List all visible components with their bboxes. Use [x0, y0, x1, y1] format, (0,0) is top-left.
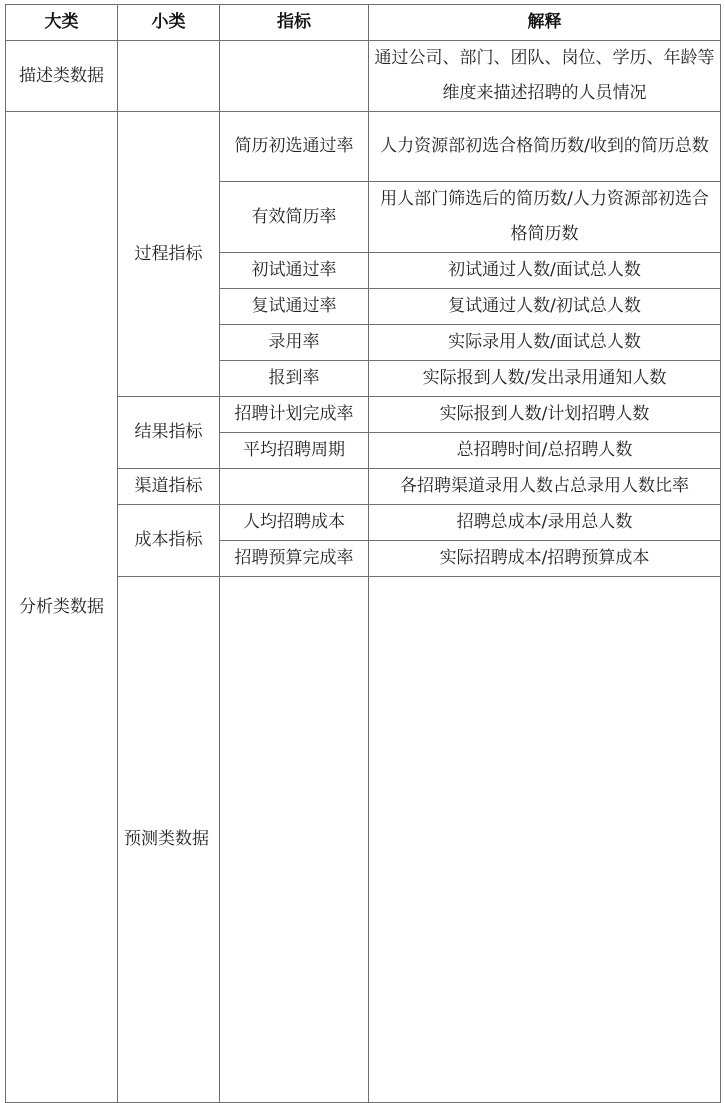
metric-cell: 人均招聘成本	[220, 505, 369, 541]
header-subcategory: 小类	[118, 5, 220, 41]
metric-cell: 复试通过率	[220, 289, 369, 325]
metric-cell: 初试通过率	[220, 253, 369, 289]
table-row	[6, 112, 721, 182]
recruitment-metrics-table	[5, 4, 721, 1103]
header-explanation: 解释	[369, 5, 721, 41]
category-cell: 分析类数据	[6, 112, 118, 1103]
subcategory-cell: 成本指标	[118, 505, 220, 577]
metric-cell: 录用率	[220, 325, 369, 361]
subcategory-cell: 结果指标	[118, 397, 220, 469]
explanation-cell: 实际报到人数/发出录用通知人数	[369, 361, 721, 397]
explanation-cell: 各招聘渠道录用人数占总录用人数比率	[369, 469, 721, 505]
metric-cell: 平均招聘周期	[220, 433, 369, 469]
explanation-cell: 人力资源部初选合格简历数/收到的简历总数	[369, 112, 721, 182]
header-metric: 指标	[220, 5, 369, 41]
subcategory-cell: 渠道指标	[118, 469, 220, 505]
subcategory-cell	[118, 41, 220, 112]
explanation-cell: 复试通过人数/初试总人数	[369, 289, 721, 325]
header-category: 大类	[6, 5, 118, 41]
metric-cell: 报到率	[220, 361, 369, 397]
explanation-cell: 用人部门筛选后的简历数/人力资源部初选合格简历数	[369, 182, 721, 253]
metric-cell: 招聘预算完成率	[220, 541, 369, 577]
explanation-cell: 通过公司、部门、团队、岗位、学历、年龄等维度来描述招聘的人员情况	[369, 41, 721, 112]
explanation-cell: 总招聘时间/总招聘人数	[369, 433, 721, 469]
explanation-cell: 实际报到人数/计划招聘人数	[369, 397, 721, 433]
metric-cell: 招聘计划完成率	[220, 397, 369, 433]
metric-cell: 简历初选通过率	[220, 112, 369, 182]
explanation-cell: 实际录用人数/面试总人数	[369, 325, 721, 361]
subcategory-cell: 过程指标	[118, 112, 220, 397]
category-cell: 描述类数据	[6, 41, 118, 112]
metric-cell	[220, 41, 369, 112]
explanation-cell: 初试通过人数/面试总人数	[369, 253, 721, 289]
table-header-row	[6, 5, 721, 41]
metric-cell	[369, 577, 721, 1103]
explanation-cell: 实际招聘成本/招聘预算成本	[369, 541, 721, 577]
category-cell: 预测类数据	[118, 577, 220, 1103]
table-row	[6, 41, 721, 112]
explanation-cell: 招聘总成本/录用总人数	[369, 505, 721, 541]
metric-cell: 有效简历率	[220, 182, 369, 253]
metric-cell	[220, 469, 369, 505]
subcategory-cell	[220, 577, 369, 1103]
